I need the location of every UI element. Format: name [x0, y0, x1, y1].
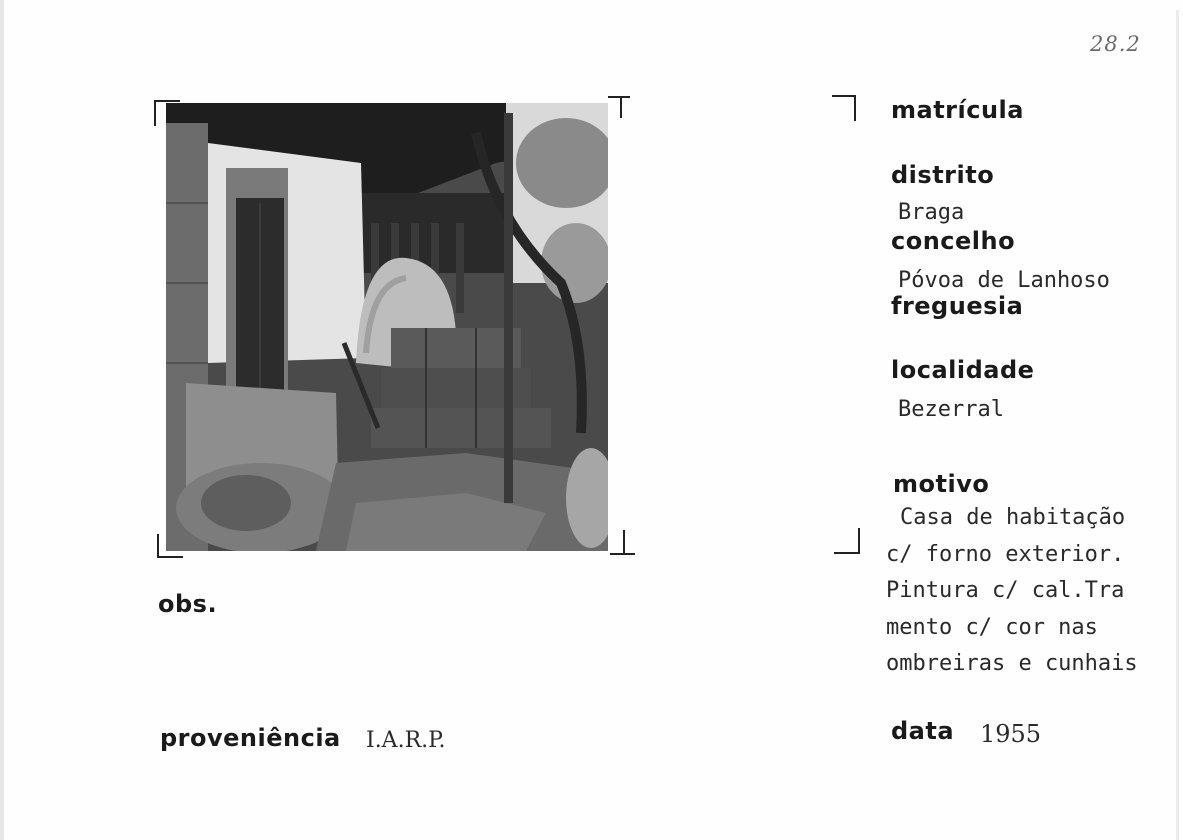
info-corner-top — [832, 95, 856, 121]
value-distrito: Braga — [898, 200, 965, 225]
value-localidade: Bezerral — [898, 397, 1004, 422]
photo-corner-bottom-right — [610, 553, 635, 555]
motivo-line: mento c/ cor nas — [886, 614, 1098, 640]
value-concelho: Póvoa de Lanhoso — [898, 268, 1110, 293]
house-photo — [166, 103, 608, 551]
card-left-edge — [0, 0, 4, 840]
value-motivo — [886, 500, 1138, 683]
label-matricula: matrícula — [891, 96, 1024, 124]
value-proveniencia: I.A.R.P. — [366, 728, 446, 753]
value-data: 1955 — [980, 720, 1042, 748]
motivo-line: c/ forno exterior. — [886, 541, 1125, 567]
label-concelho: concelho — [891, 227, 1016, 255]
label-data: data — [891, 717, 955, 745]
label-obs: obs. — [158, 590, 218, 618]
house-photo-image — [166, 103, 608, 551]
label-distrito: distrito — [891, 161, 995, 189]
label-motivo: motivo — [893, 470, 990, 498]
photo-corner-top-right — [608, 96, 630, 98]
label-proveniencia: proveniência — [160, 724, 341, 752]
label-freguesia: freguesia — [891, 292, 1024, 320]
motivo-line: Pintura c/ cal.Tra — [886, 578, 1125, 603]
card-right-edge — [1176, 10, 1179, 840]
photo-corner-top-right-stem — [620, 96, 622, 118]
label-localidade: localidade — [891, 356, 1035, 384]
motivo-line: Casa de habitação — [900, 505, 1126, 530]
info-corner-bottom — [834, 528, 860, 554]
photo-corner-bottom-right-stem — [623, 530, 625, 554]
handwritten-number: 28.2 — [1090, 32, 1141, 56]
motivo-line: ombreiras e cunhais — [886, 651, 1138, 676]
